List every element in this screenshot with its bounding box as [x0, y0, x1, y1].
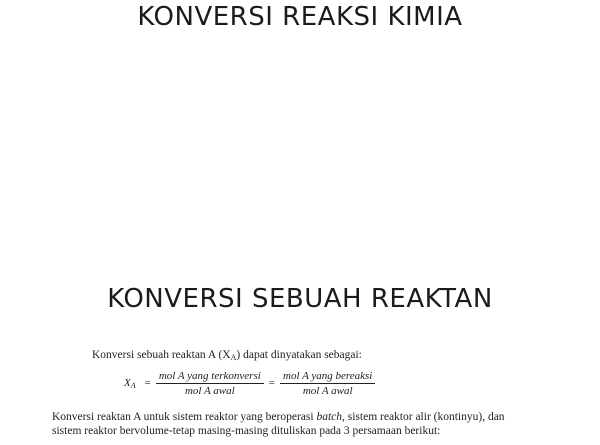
- fraction-reacted: [280, 370, 375, 397]
- intro-subscript: A: [230, 353, 237, 362]
- lhs-subscript: A: [130, 380, 136, 390]
- line1-after-italic: , sistem reaktor alir (kontinyu), dan: [342, 411, 505, 423]
- intro-sentence: [92, 349, 362, 362]
- fraction-converted-numerator: mol A yang terkonversi: [156, 370, 264, 384]
- intro-suffix: ) dapat dinyatakan sebagai:: [236, 349, 362, 361]
- fraction-converted: [156, 370, 264, 397]
- fraction-converted-denominator: mol A awal: [184, 384, 235, 397]
- slide-title-top: KONVERSI REAKSI KIMIA: [137, 2, 463, 32]
- lhs-symbol: X: [124, 376, 131, 389]
- paragraph-line-2: sistem reaktor bervolume-tetap masing-masing dituliskan pada 3 persamaan berikut:: [52, 425, 441, 437]
- body-paragraph: [52, 410, 592, 438]
- line1-italic-batch: batch: [316, 411, 342, 423]
- equation-lhs: [124, 377, 136, 390]
- fraction-reacted-denominator: mol A awal: [302, 384, 353, 397]
- line1-before-italic: Konversi reaktan A untuk sistem reaktor yang beroperasi: [52, 411, 317, 423]
- fraction-reacted-numerator: mol A yang bereaksi: [280, 370, 375, 384]
- slide-title-bottom: KONVERSI SEBUAH REAKTAN: [107, 284, 493, 314]
- equals-sign-2: =: [268, 377, 276, 389]
- conversion-equation: [124, 366, 375, 400]
- intro-prefix: Konversi sebuah reaktan A (X: [92, 349, 231, 361]
- paragraph-line-1: [52, 410, 592, 424]
- equals-sign-1: =: [144, 377, 151, 389]
